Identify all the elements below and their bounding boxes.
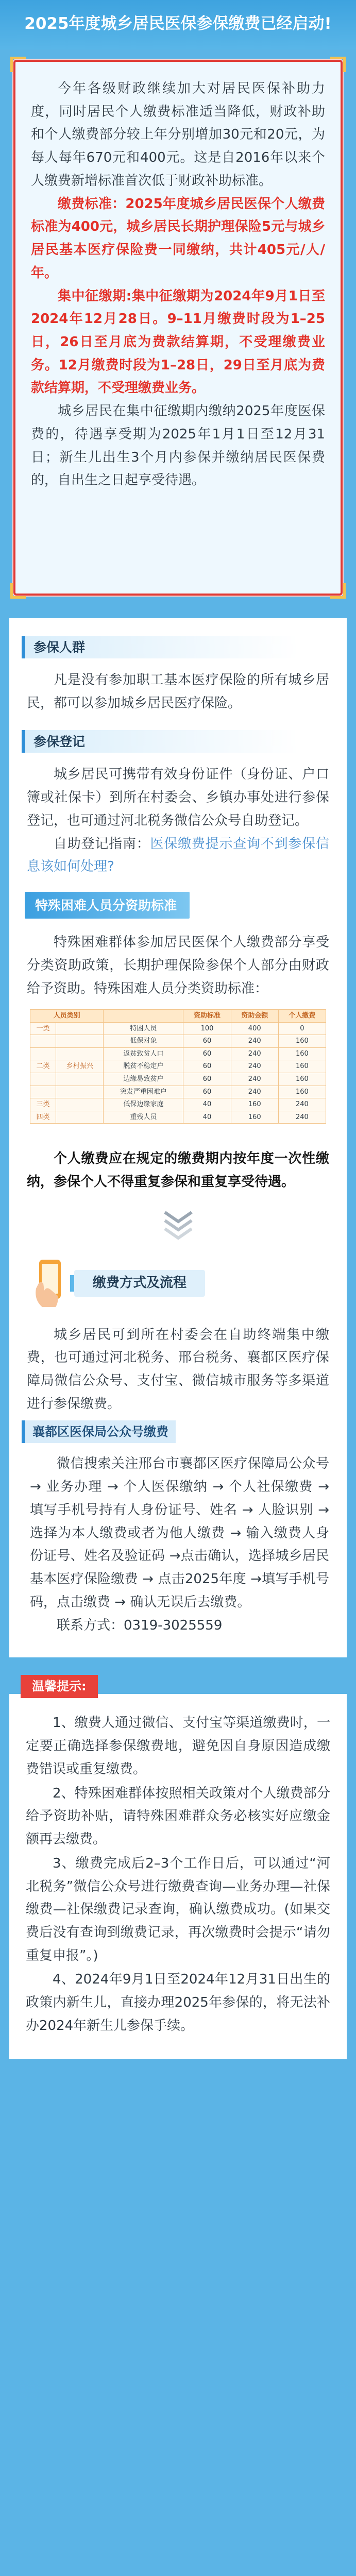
registration-heading — [22, 730, 347, 753]
table-row — [30, 1086, 326, 1098]
table-header-cell: 资助金额 — [231, 1010, 278, 1023]
table-cell: 重残人员 — [104, 1111, 183, 1124]
intro-paragraph-fee-standard: 缴费标准：2025年度城乡居民医保个人缴费标准为400元，城乡居民长期护理保险5元与城乡居民基本医疗保险费一同缴纳，共计405元/人/年。 — [31, 196, 325, 281]
table-row — [30, 1035, 326, 1048]
no-repeat-paragraph: 个人缴费应在规定的缴费期内按年度一次性缴纳，参保个人不得重复参保和重复享受待遇。 — [27, 1151, 329, 1190]
intro-section — [0, 49, 356, 618]
self-registration-guide — [27, 833, 329, 878]
subsidy-table-body — [30, 1022, 326, 1123]
process-title — [74, 1270, 205, 1297]
tip-item: 2、特殊困难群体按照相关政策对个人缴费部分给予资助补贴，请特殊困难群众务必核实好应缴金额再去缴费。 — [26, 1785, 330, 1848]
poverty-paragraph: 特殊困难群体参加居民医保个人缴费部分享受分类资助政策，长期护理保险参保个人部分由财政给予资助。特殊困难人员分类资助标准： — [27, 935, 329, 996]
table-cell: 160 — [278, 1047, 326, 1060]
frame-corner-decoration — [10, 583, 26, 599]
table-cell: 边缘易致贫户 — [104, 1073, 183, 1086]
table-row — [30, 1047, 326, 1060]
payment-steps — [9, 1448, 347, 1637]
table-row — [30, 1022, 326, 1035]
tips-tag: 温馨提示: — [21, 1675, 98, 1698]
table-cell: 60 — [183, 1035, 231, 1048]
tips-card — [9, 1694, 347, 2059]
intro-card — [13, 60, 343, 596]
table-cell — [56, 1098, 104, 1111]
table-cell: 特困人员 — [104, 1022, 183, 1035]
table-cell — [30, 1035, 56, 1048]
frame-corner-decoration — [330, 583, 346, 599]
eligibility-body — [9, 669, 347, 715]
table-cell: 突发严重困难户 — [104, 1086, 183, 1098]
wechat-account-tag — [22, 1420, 176, 1443]
registration-body — [9, 763, 347, 878]
table-cell: 240 — [278, 1098, 326, 1111]
table-cell — [30, 1086, 56, 1098]
table-cell: 60 — [183, 1086, 231, 1098]
table-cell: 160 — [278, 1060, 326, 1073]
poverty-subsidy-bar — [25, 892, 190, 919]
table-cell — [56, 1086, 104, 1098]
table-cell: 60 — [183, 1047, 231, 1060]
table-cell — [56, 1022, 104, 1035]
top-banner — [0, 0, 356, 49]
table-header-cell: 人员类别 — [30, 1010, 104, 1023]
tip-item: 4、2024年9月1日至2024年12月31日出生的政策内新生儿，直接办理2025年参保的，将无法补办2024年新生儿参保手续。 — [26, 1972, 330, 2033]
table-cell: 400 — [231, 1022, 278, 1035]
eligibility-heading — [22, 636, 347, 658]
table-cell: 40 — [183, 1098, 231, 1111]
table-row — [30, 1111, 326, 1124]
eligibility-heading-text: 参保人群 — [33, 639, 86, 655]
registration-heading-text: 参保登记 — [33, 734, 86, 749]
table-header-row — [30, 1010, 326, 1023]
table-cell: 四类 — [30, 1111, 56, 1124]
table-cell: 240 — [231, 1047, 278, 1060]
intro-paragraph-subsidy: 今年各级财政继续加大对居民医保补助力度，同时居民个人缴费标准适当降低，财政补助和个人缴费部分较上年分别增加30元和20元，为每人每年670元和400元。这是自2016年以来个人缴费新增标准首次低于财政补助标准。 — [31, 81, 325, 189]
no-repeat-note — [9, 1147, 347, 1193]
tip-item: 3、缴费完成后2–3个工作日后，可以通过“河北税务”微信公众号进行缴费查询—业务办理—社保缴费—社保缴费记录查询，确认缴费成功。(如果交费后没有查询到缴费记录，再次缴费时会提示“请勿重复申报”。) — [26, 1855, 330, 1963]
table-cell: 240 — [231, 1060, 278, 1073]
contact-label: 联系方式： — [57, 1617, 124, 1633]
contact-line — [30, 1614, 329, 1637]
table-header-cell: 资助标准 — [183, 1010, 231, 1023]
process-title-text: 缴费方式及流程 — [93, 1275, 187, 1291]
process-intro-paragraph: 城乡居民可到所在村委会在自助终端集中缴费，也可通过河北税务、邢台税务、襄都区医疗保障局微信公众号、支付宝、微信城市服务等多渠道进行参保缴费。 — [27, 1327, 329, 1412]
poverty-body — [9, 931, 347, 1000]
table-header-cell: 个人缴费 — [278, 1010, 326, 1023]
contact-phone[interactable]: 0319-3025559 — [124, 1617, 223, 1633]
table-cell: 160 — [278, 1086, 326, 1098]
table-cell: 三类 — [30, 1098, 56, 1111]
poverty-subsidy-bar-text: 特殊困难人员分资助标准 — [35, 897, 177, 913]
table-cell: 0 — [278, 1022, 326, 1035]
process-heading — [9, 1245, 347, 1324]
tips-section — [0, 1657, 356, 2090]
table-cell: 低保边缘家庭 — [104, 1098, 183, 1111]
intro-paragraph-collection-period: 集中征缴期:集中征缴期为2024年9月1日至2024年12月28日。9–11月缴费时段为1–25日，26日至月底为费款结算期，不受理缴费业务。12月缴费时段为1–28日，29日至月底为费款结算期，不受理缴费业务。 — [31, 288, 325, 396]
table-cell — [56, 1047, 104, 1060]
frame-corner-decoration — [10, 57, 26, 72]
intro-paragraph-benefit-period: 城乡居民在集中征缴期内缴纳2025年度医保费的，待遇享受期为2025年1月1日至12月31日；新生儿出生3个月内参保并缴纳居民医保费的，自出生之日起享受待遇。 — [31, 403, 325, 488]
table-header-cell — [104, 1010, 183, 1023]
subsidy-table — [30, 1009, 326, 1124]
table-cell: 160 — [231, 1111, 278, 1124]
table-cell: 240 — [231, 1073, 278, 1086]
table-cell: 低保对象 — [104, 1035, 183, 1048]
table-cell: 160 — [278, 1073, 326, 1086]
table-row — [30, 1060, 326, 1073]
table-cell — [30, 1073, 56, 1086]
content-panel — [9, 618, 347, 1657]
table-row — [30, 1073, 326, 1086]
eligibility-paragraph: 凡是没有参加职工基本医疗保险的所有城乡居民，都可以参加城乡居民医疗保险。 — [27, 672, 329, 711]
table-cell: 60 — [183, 1060, 231, 1073]
table-cell — [56, 1035, 104, 1048]
table-cell: 240 — [231, 1086, 278, 1098]
phone-hand-icon — [35, 1259, 66, 1308]
frame-corner-decoration — [330, 57, 346, 72]
table-cell: 160 — [231, 1098, 278, 1111]
process-intro — [9, 1324, 347, 1416]
table-cell: 240 — [278, 1111, 326, 1124]
table-cell: 脱贫不稳定户 — [104, 1060, 183, 1073]
table-cell — [56, 1073, 104, 1086]
wechat-account-tag-text: 襄都区医保局公众号缴费 — [32, 1425, 168, 1439]
payment-steps-paragraph: 微信搜索关注邢台市襄都区医疗保障局公众号 → 业务办理 → 个人医保缴纳 → 个人社保缴费 → 填写手机号持有人身份证号、姓名 → 人脸识别 → 选择为本人缴费或者为他人缴费 → 输入缴费人身份证号、姓名及验证码 →点击确认，选择城乡居民基本医疗保险缴费 → 点击2025年度 →填写手机号码，点击缴费 → 确认无误后去缴费。 — [30, 1456, 329, 1610]
page-title: 2025年度城乡居民医保参保缴费已经启动! — [24, 14, 332, 33]
table-cell: 100 — [183, 1022, 231, 1035]
table-cell: 240 — [231, 1035, 278, 1048]
self-registration-label: 自助登记指南： — [54, 836, 150, 852]
table-cell: 60 — [183, 1073, 231, 1086]
tip-item: 1、缴费人通过微信、支付宝等渠道缴费时，一定要正确选择参保缴费地，避免因自身原因造成缴费错误或重复缴费。 — [26, 1715, 330, 1777]
table-cell: 乡村振兴 — [56, 1060, 104, 1073]
self-registration-link[interactable]: 医保缴费提示查询不到参保信息该如何处理? — [27, 836, 329, 875]
scroll-down-chevrons-icon — [9, 1194, 347, 1245]
table-row — [30, 1098, 326, 1111]
table-cell: 返贫致贫人口 — [104, 1047, 183, 1060]
subsidy-table-wrapper — [9, 1000, 347, 1129]
table-cell — [56, 1111, 104, 1124]
registration-paragraph: 城乡居民可携带有效身份证件（身份证、户口簿或社保卡）到所在村委会、乡镇办事处进行参保登记，也可通过河北税务微信公众号自助登记。 — [27, 767, 329, 828]
table-cell: 一类 — [30, 1022, 56, 1035]
table-cell: 二类 — [30, 1060, 56, 1073]
table-cell: 160 — [278, 1035, 326, 1048]
table-cell: 40 — [183, 1111, 231, 1124]
table-cell — [30, 1047, 56, 1060]
